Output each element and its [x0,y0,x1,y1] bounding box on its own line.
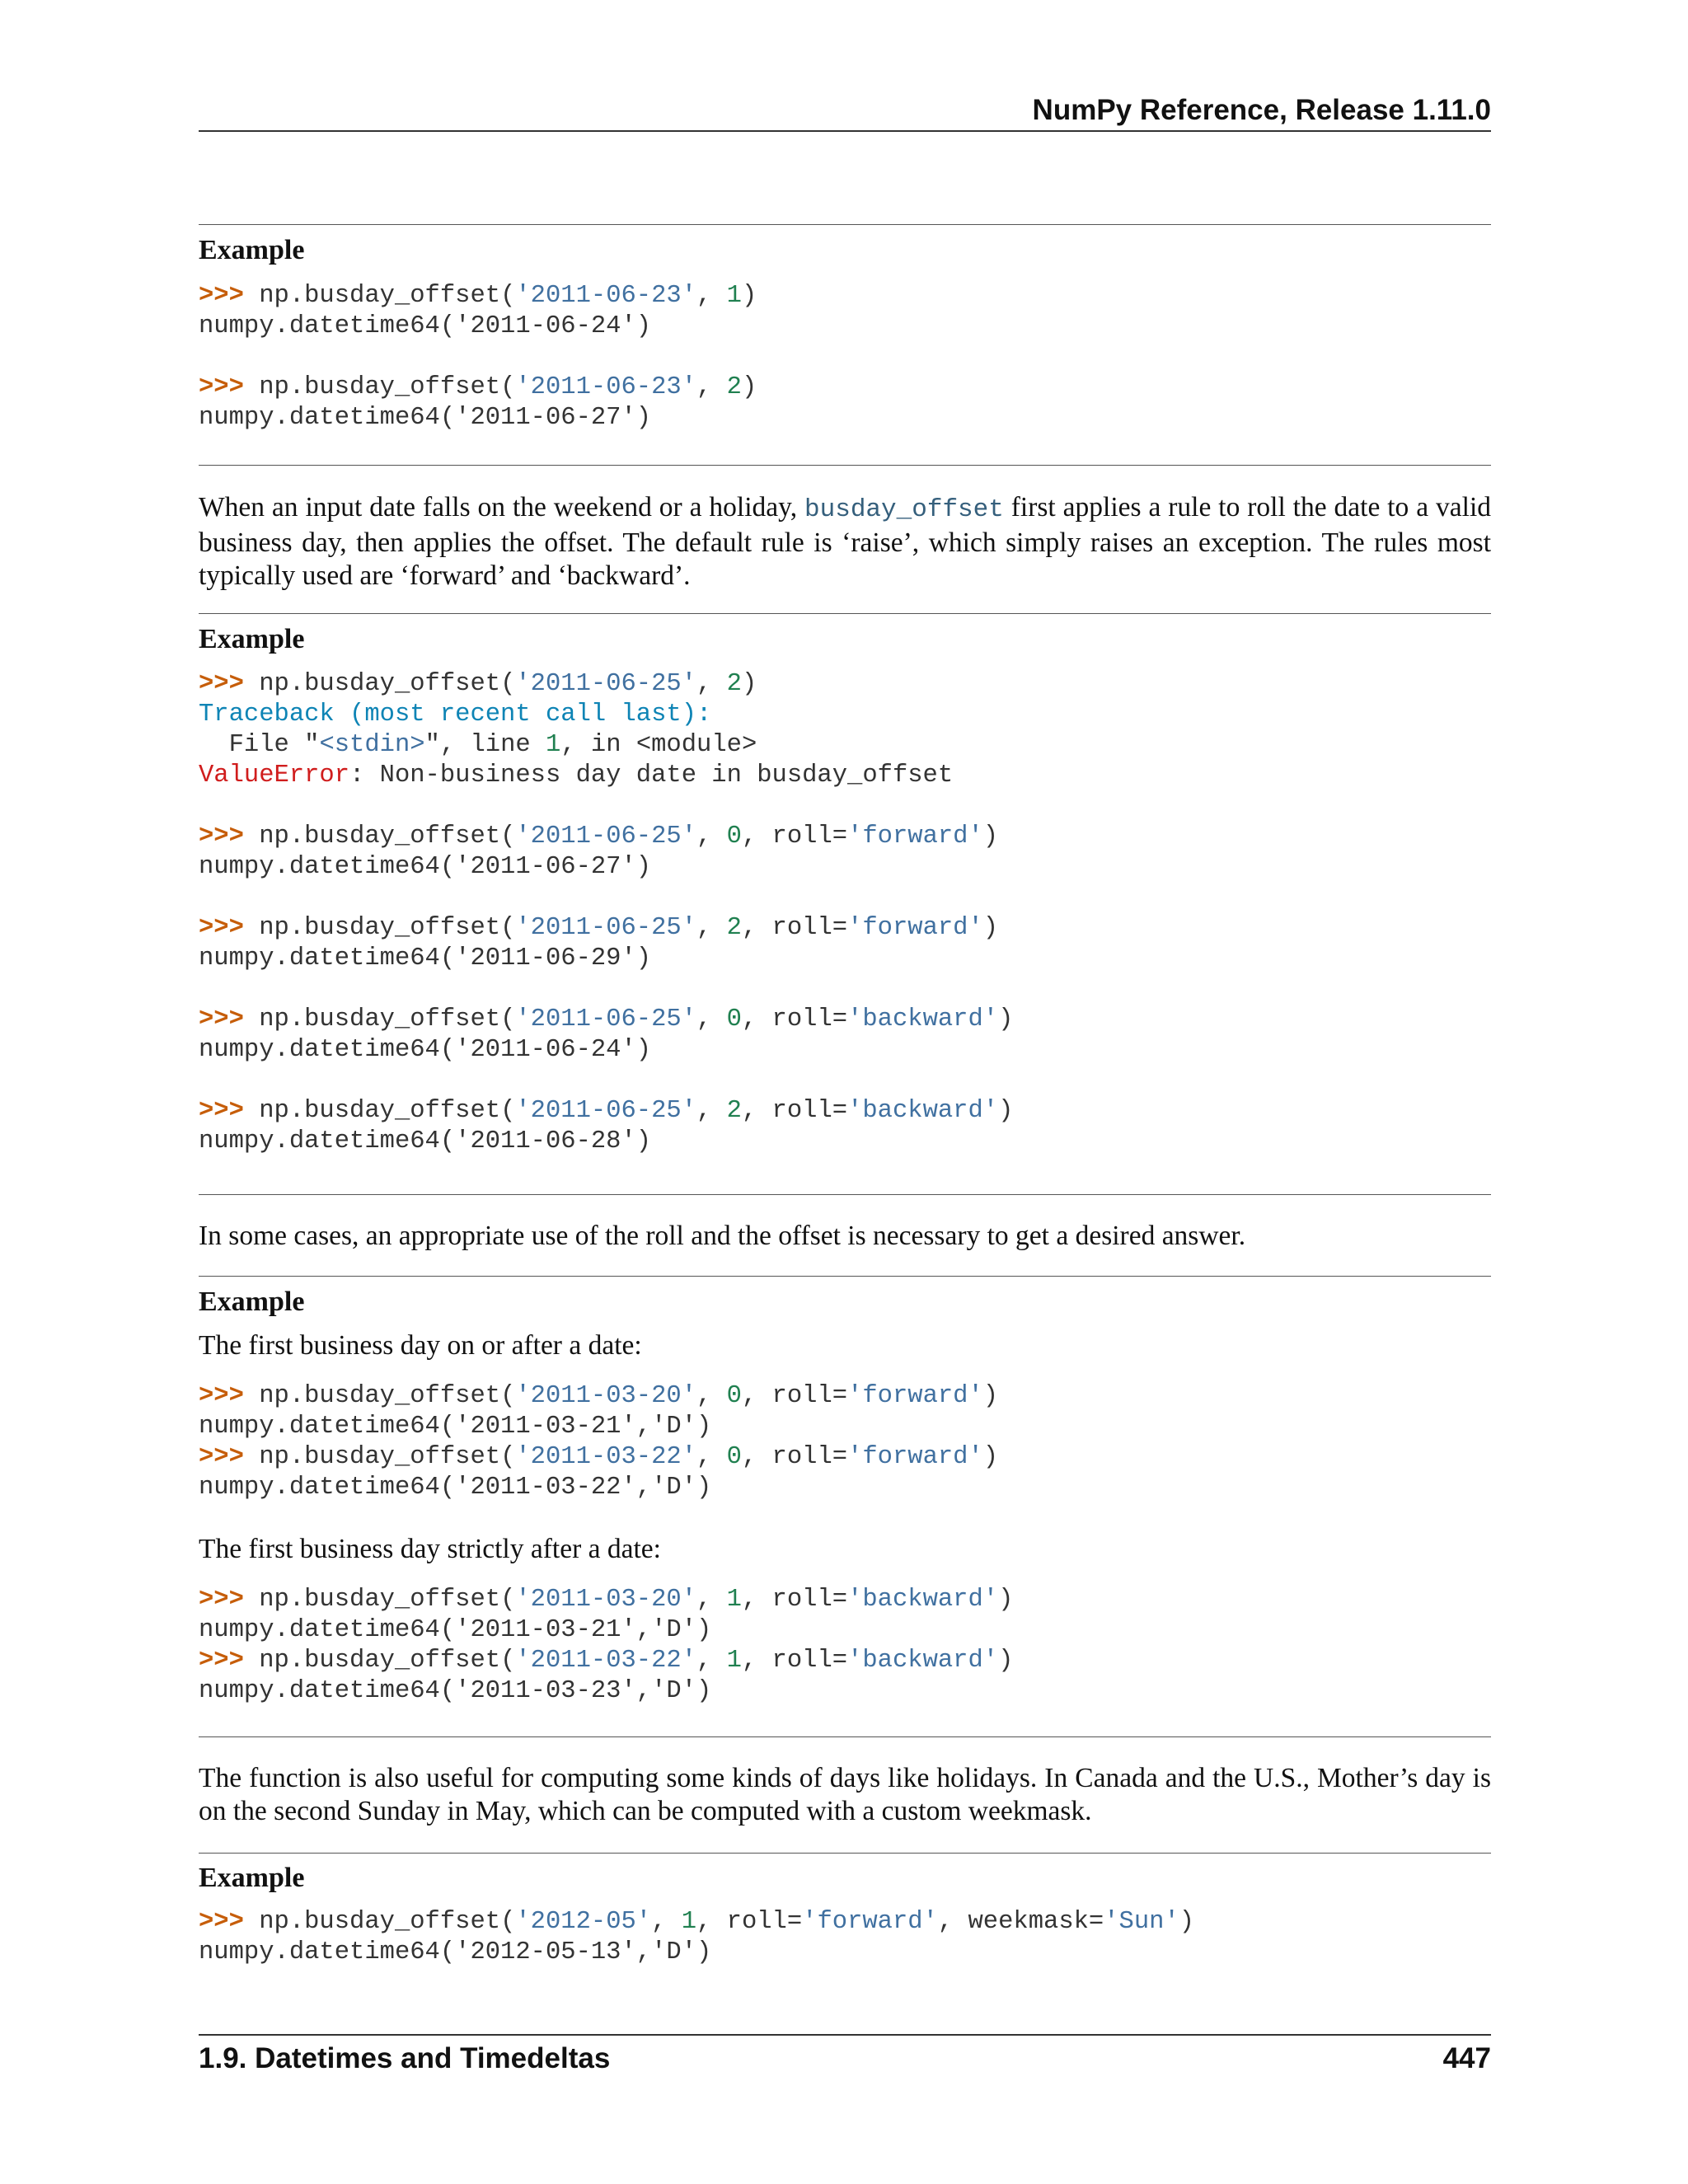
code-token: : Non-business day date in busday_offset [349,762,954,790]
code-token: ) [982,1443,999,1471]
code-token: 'backward' [847,1586,999,1614]
code-line [199,1938,1491,1968]
code-token: numpy.datetime64('2011-03-23','D') [199,1677,712,1705]
code-token: np.busday_offset( [259,670,516,698]
code-token: , roll= [741,1443,848,1471]
code-line [199,1035,1491,1066]
code-token: , roll= [741,1586,848,1614]
code-token: 1 [726,282,742,310]
code-token: '2012-05' [515,1908,652,1936]
code-token: , [696,1647,727,1675]
paragraph: The first business day strictly after a date: [199,1534,661,1564]
code-token: , roll= [741,823,848,851]
code-token: >>> [199,914,260,942]
code-token: numpy.datetime64('2011-06-24') [199,1036,652,1064]
code-token: numpy.datetime64('2011-03-21','D') [199,1616,712,1644]
paragraph: In some cases, an appropriate use of the roll and the offset is necessary to get a desired answer. [199,1221,1246,1251]
code-line [199,1907,1491,1938]
code-token: numpy.datetime64('2011-06-24') [199,312,652,340]
footer-rule [199,2034,1491,2036]
code-token: 'Sun' [1104,1908,1179,1936]
code-line [199,730,1491,761]
example-top-rule [199,224,1491,225]
example-bottom-rule [199,465,1491,466]
code-line [199,822,1491,852]
paragraph: The first business day on or after a date: [199,1330,642,1361]
code-line [199,1646,1491,1676]
code-token: 'backward' [847,1005,999,1033]
code-line [199,944,1491,974]
example-heading: Example [199,1286,305,1317]
code-token: Traceback (most recent call last): [199,701,712,729]
code-token: np.busday_offset( [259,1097,516,1125]
example-bottom-rule [199,1194,1491,1195]
code-token: 0 [726,823,742,851]
code-token: '2011-03-22' [515,1443,697,1471]
code-token: numpy.datetime64('2011-06-29') [199,944,652,972]
code-line [199,1381,1491,1412]
code-token: np.busday_offset( [259,1443,516,1471]
example-heading: Example [199,624,305,654]
code-token: >>> [199,1647,260,1675]
code-token: '2011-06-25' [515,670,697,698]
code-line [199,974,1491,1005]
code-token: np.busday_offset( [259,823,516,851]
code-line [199,312,1491,342]
example-bottom-rule [199,1736,1491,1737]
code-line [199,1127,1491,1157]
code-token: 'backward' [847,1097,999,1125]
document-page [199,0,1491,2184]
code-token: np.busday_offset( [259,1005,516,1033]
code-token: >>> [199,1586,260,1614]
code-block [199,1907,1491,1968]
code-token: , roll= [741,1647,848,1675]
example-top-rule [199,1276,1491,1277]
code-token: , [696,1005,727,1033]
code-token: >>> [199,1097,260,1125]
code-token: >>> [199,1382,260,1410]
code-line [199,281,1491,312]
code-token: , weekmask= [937,1908,1104,1936]
code-token: ) [741,373,757,401]
code-line [199,1412,1491,1442]
code-token: ) [982,823,999,851]
code-token: ) [1179,1908,1195,1936]
example-top-rule [199,613,1491,614]
code-line [199,883,1491,913]
code-token: , [696,1097,727,1125]
code-token: '2011-06-23' [515,282,697,310]
code-token: , [651,1908,682,1936]
example-heading: Example [199,1863,305,1893]
code-token: ) [998,1586,1014,1614]
code-token: '2011-06-25' [515,914,697,942]
code-token: numpy.datetime64('2011-03-21','D') [199,1413,712,1441]
code-line [199,791,1491,822]
code-token: 'forward' [802,1908,938,1936]
code-token: 2 [726,1097,742,1125]
code-token: '2011-06-25' [515,823,697,851]
code-token: 2 [726,373,742,401]
code-token: File " [199,731,320,759]
code-line [199,700,1491,730]
code-token: >>> [199,1005,260,1033]
code-token: 1 [546,731,561,759]
code-token: '2011-03-20' [515,1382,697,1410]
code-token: , [696,823,727,851]
code-token: '2011-03-22' [515,1647,697,1675]
code-line [199,1676,1491,1707]
example-heading: Example [199,235,305,265]
code-token: ) [998,1097,1014,1125]
code-token: np.busday_offset( [259,1586,516,1614]
code-token: >>> [199,670,260,698]
code-token: >>> [199,823,260,851]
code-token: numpy.datetime64('2011-03-22','D') [199,1474,712,1502]
code-block [199,1381,1491,1503]
code-token: <stdin> [319,731,425,759]
code-token: , [696,1586,727,1614]
code-token: np.busday_offset( [259,1908,516,1936]
code-token: 1 [726,1647,742,1675]
code-token: 0 [726,1005,742,1033]
code-line [199,852,1491,883]
code-token: , roll= [741,914,848,942]
code-line [199,373,1491,403]
code-token: ) [982,1382,999,1410]
page-number: 447 [1442,2042,1491,2074]
footer-section-title: 1.9. Datetimes and Timedeltas [199,2042,611,2074]
running-header: NumPy Reference, Release 1.11.0 [1032,94,1491,126]
code-token: '2011-06-23' [515,373,697,401]
code-token: 1 [681,1908,697,1936]
code-token: ValueError [199,762,350,790]
code-token: , roll= [696,1908,803,1936]
code-line [199,669,1491,700]
code-token: , [696,914,727,942]
code-token: , [696,282,727,310]
paragraph-text: first applies a rule to roll the date to a valid business day, then applies the offset. The default rule is ‘raise’, which simply raises an exception. The rules most typically used are ‘forward’ and ‘backward’. [199,492,1491,591]
code-token: numpy.datetime64('2011-06-28') [199,1127,652,1155]
paragraph: The function is also useful for computing some kinds of days like holidays. In Canada and the U.S., Mother’s day is on the second Sunday in May, which can be computed with a custom weekmask. [199,1763,1491,1826]
code-line [199,1096,1491,1127]
code-token: 2 [726,914,742,942]
code-token: ", line [424,731,546,759]
code-line [199,761,1491,791]
code-token: numpy.datetime64('2011-06-27') [199,853,652,881]
code-token: 'backward' [847,1647,999,1675]
code-token: >>> [199,1908,260,1936]
code-token: 0 [726,1382,742,1410]
code-token: , in <module> [560,731,757,759]
code-line [199,1585,1491,1615]
code-token: ) [982,914,999,942]
code-block [199,281,1491,434]
code-token: >>> [199,373,260,401]
code-token: ) [998,1005,1014,1033]
code-token: , [696,1443,727,1471]
code-token: 'forward' [847,1443,983,1471]
code-token: , [696,670,727,698]
code-token: , roll= [741,1005,848,1033]
code-token: 'forward' [847,823,983,851]
code-token: '2011-06-25' [515,1097,697,1125]
code-token: ) [998,1647,1014,1675]
code-token: 0 [726,1443,742,1471]
code-token: np.busday_offset( [259,914,516,942]
code-block [199,669,1491,1157]
code-token: np.busday_offset( [259,1647,516,1675]
example-top-rule [199,1853,1491,1854]
code-token: >>> [199,1443,260,1471]
code-token: 2 [726,670,742,698]
code-line [199,1442,1491,1473]
code-token: ) [741,670,757,698]
code-token: 'forward' [847,914,983,942]
code-token: 'forward' [847,1382,983,1410]
code-token: np.busday_offset( [259,373,516,401]
code-token: np.busday_offset( [259,1382,516,1410]
code-token: , roll= [741,1097,848,1125]
code-block [199,1585,1491,1707]
code-token: '2011-03-20' [515,1586,697,1614]
code-token: '2011-06-25' [515,1005,697,1033]
code-token: 1 [726,1586,742,1614]
code-token: ) [741,282,757,310]
code-token: numpy.datetime64('2011-06-27') [199,404,652,432]
code-line [199,342,1491,373]
code-line [199,1066,1491,1096]
code-token: , roll= [741,1382,848,1410]
code-line [199,1615,1491,1646]
code-token: , [696,373,727,401]
code-line [199,1473,1491,1503]
code-line [199,913,1491,944]
code-token: np.busday_offset( [259,282,516,310]
code-token: >>> [199,282,260,310]
paragraph-text: When an input date falls on the weekend or a holiday, [199,492,805,523]
code-token: numpy.datetime64('2012-05-13','D') [199,1938,712,1966]
paragraph [199,491,1491,593]
code-line [199,403,1491,434]
code-line [199,1005,1491,1035]
busday-offset-link[interactable]: busday_offset [804,495,1004,524]
header-rule [199,130,1491,132]
code-token: , [696,1382,727,1410]
